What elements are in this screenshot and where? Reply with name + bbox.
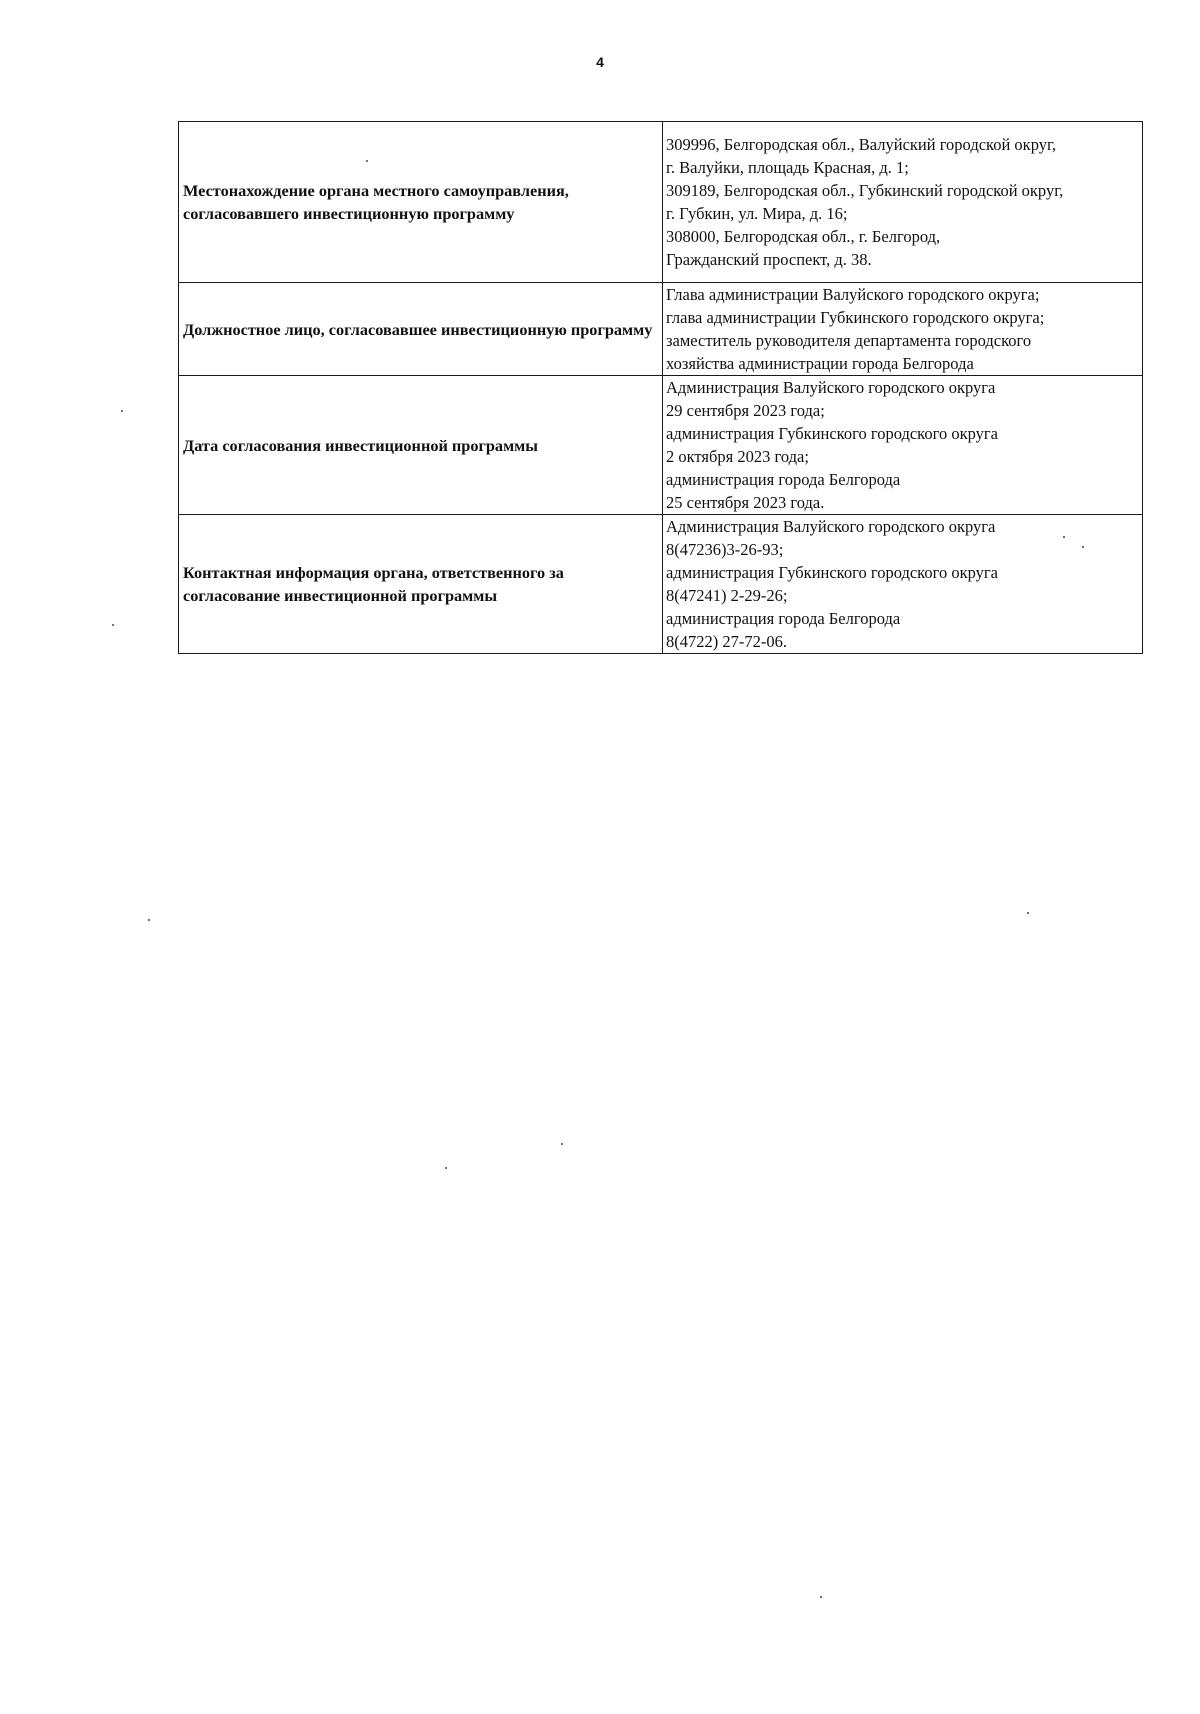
investment-program-approval-table [178,121,1143,654]
value-line: глава администрации Губкинского городского округа; [666,308,1045,327]
row-value-official [663,283,1143,376]
value-line: администрация города Белгорода [666,470,901,489]
scan-speck [445,1167,447,1169]
value-line: г. Губкин, ул. Мира, д. 16; [666,204,848,223]
row-value-contact-info [663,515,1143,654]
row-label-approval-date: Дата согласования инвестиционной программы [179,376,663,515]
table-row-approval-date [179,376,1143,515]
scan-speck [1027,912,1029,914]
value-line: 8(47236)3-26-93; [666,540,784,559]
value-line: 29 сентября 2023 года; [666,401,825,420]
value-line: хозяйства администрации города Белгорода [666,354,974,373]
value-line: 2 октября 2023 года; [666,447,809,466]
scan-speck [366,160,368,162]
value-line: 308000, Белгородская обл., г. Белгород, [666,227,941,246]
value-line: Администрация Валуйского городского округа [666,378,996,397]
scan-speck [1082,546,1084,548]
scan-speck [148,919,150,921]
value-line: г. Валуйки, площадь Красная, д. 1; [666,158,909,177]
table-row-contact-info [179,515,1143,654]
row-label-official: Должностное лицо, согласовавшее инвестиционную программу [179,283,663,376]
value-line: Администрация Валуйского городского округа [666,517,996,536]
value-line: Гражданский проспект, д. 38. [666,250,872,269]
table-row-location [179,122,1143,283]
scan-speck [820,1596,822,1598]
page-number: 4 [596,54,604,70]
scan-speck [112,624,114,626]
scan-speck [1063,536,1065,538]
scan-speck [121,410,123,412]
scan-speck [561,1143,563,1145]
value-line: 8(47241) 2-29-26; [666,586,788,605]
value-line: 8(4722) 27-72-06. [666,632,787,651]
row-value-location [663,122,1143,283]
row-label-location: Местонахождение органа местного самоуправления, согласовавшего инвестиционную программу [179,122,663,283]
table-row-official [179,283,1143,376]
value-line: администрация города Белгорода [666,609,901,628]
value-line: администрация Губкинского городского округа [666,563,998,582]
row-value-approval-date [663,376,1143,515]
value-line: 309996, Белгородская обл., Валуйский городской округ, [666,135,1057,154]
value-line: администрация Губкинского городского округа [666,424,998,443]
value-line: Глава администрации Валуйского городского округа; [666,285,1040,304]
row-label-contact-info: Контактная информация органа, ответственного за согласование инвестиционной программы [179,515,663,654]
value-line: заместитель руководителя департамента городского [666,331,1032,350]
value-line: 25 сентября 2023 года. [666,493,825,512]
value-line: 309189, Белгородская обл., Губкинский городской округ, [666,181,1064,200]
